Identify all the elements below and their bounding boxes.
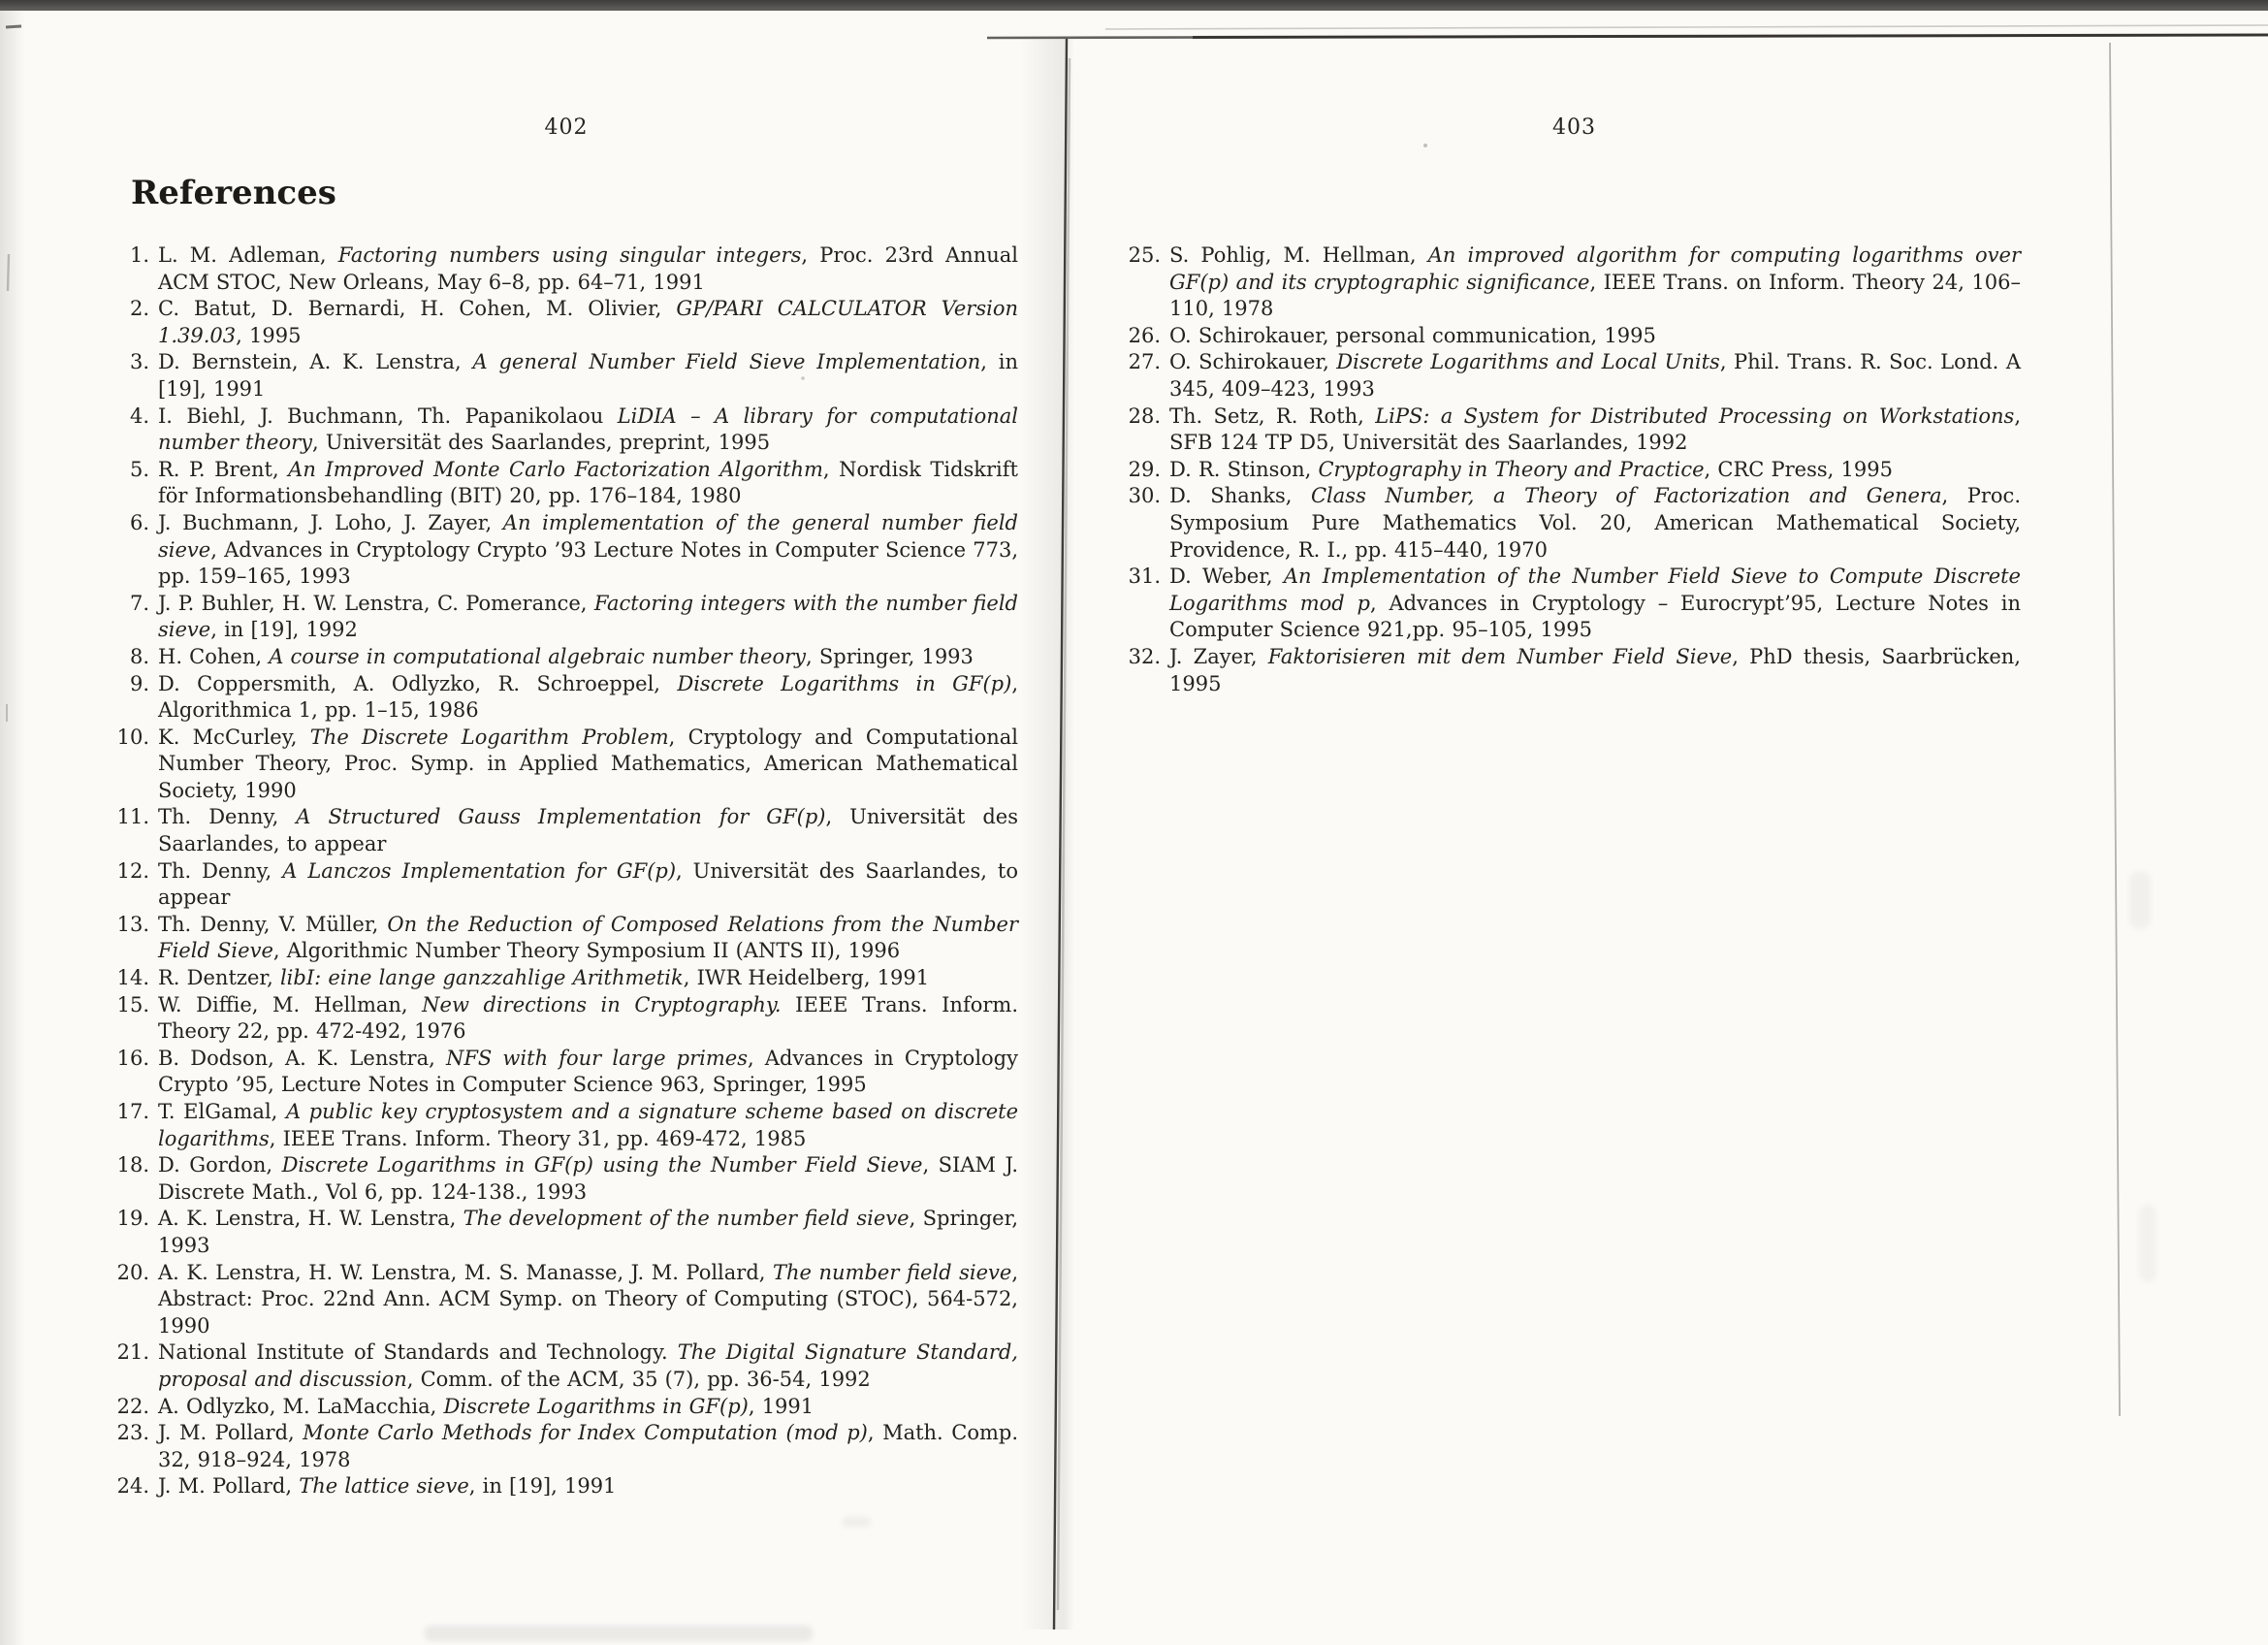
edge-smudge: [842, 1517, 871, 1527]
page-gutter-shade: [1020, 39, 1074, 1629]
reference-number: 4.: [129, 403, 149, 428]
reference-segment: Th. Denny,: [158, 805, 297, 829]
reference-segment: New directions in Cryptography.: [422, 992, 782, 1016]
reference-text: [158, 591, 1018, 644]
reference-number: 14.: [116, 966, 149, 990]
reference-item: [114, 1420, 1018, 1473]
reference-item: [114, 1206, 1018, 1259]
reference-segment: Faktorisieren mit dem Number Field Sieve: [1267, 644, 1733, 668]
reference-segment: An improved algorithm for computing logarithms over GF(p) and its cryptographic significance: [1169, 243, 2021, 294]
reference-number: 2.: [129, 297, 149, 321]
reference-number: 27.: [1128, 350, 1161, 374]
reference-number: 19.: [116, 1207, 149, 1231]
reference-number: 32.: [1128, 644, 1161, 668]
reference-segment: J. P. Buhler, H. W. Lenstra, C. Pomerance,: [158, 591, 594, 615]
reference-segment: J. Buchmann, J. Loho, J. Zayer,: [158, 510, 503, 534]
reference-list-right: [1128, 242, 2021, 697]
reference-text: [158, 1046, 1018, 1099]
reference-segment: , CRC Press, 1995: [1704, 457, 1893, 481]
reference-text: [158, 912, 1018, 965]
reference-segment: W. Diffie, M. Hellman,: [158, 992, 423, 1016]
reference-item: [114, 349, 1018, 403]
reference-segment: Factoring integers with the number field sieve: [158, 591, 1018, 642]
reference-number: 24.: [116, 1474, 149, 1499]
reference-segment: D. Bernstein, A. K. Lenstra,: [158, 350, 473, 374]
reference-text: [158, 804, 1018, 857]
reference-item: [114, 1260, 1018, 1340]
reference-segment: , Universität des Saarlandes, to appear: [158, 805, 1018, 856]
reference-segment: D. Gordon,: [158, 1153, 282, 1177]
reference-segment: Cryptography in Theory and Practice: [1318, 457, 1705, 481]
reference-segment: O. Schirokauer, personal communication, 1995: [1169, 323, 1656, 347]
reference-item: [114, 644, 1018, 671]
reference-segment: , Abstract: Proc. 22nd Ann. ACM Symp. on Theory of Computing (STOC), 564-572, 1990: [158, 1260, 1019, 1338]
reference-number: 13.: [116, 912, 149, 936]
reference-text: [158, 349, 1018, 403]
reference-segment: B. Dodson, A. K. Lenstra,: [158, 1046, 446, 1070]
ghost-text-smudge: [425, 1626, 813, 1641]
reference-segment: S. Pohlig, M. Hellman,: [1169, 243, 1428, 267]
reference-segment: , Advances in Cryptology – Eurocrypt’95, Lecture Notes in Computer Science 921,pp. 95–105, 1995: [1169, 591, 2021, 642]
reference-text: [1169, 564, 2021, 644]
reference-segment: R. Dentzer,: [158, 966, 280, 990]
reference-item: [114, 1099, 1018, 1152]
reference-text: [158, 510, 1018, 591]
reference-item: [114, 804, 1018, 857]
reference-segment: The Digital Signature Standard, proposal and discussion: [158, 1340, 1018, 1391]
reference-segment: IEEE Trans. Inform. Theory 22, pp. 472-492, 1976: [158, 992, 1018, 1044]
reference-item: [114, 1339, 1018, 1393]
reference-number: 15.: [116, 992, 149, 1016]
reference-number: 29.: [1128, 457, 1161, 481]
reference-segment: On the Reduction of Composed Relations from the Number Field Sieve: [158, 912, 1018, 963]
reference-item: [1128, 564, 2021, 644]
page-number-left: 402: [544, 115, 589, 140]
reference-segment: , SFB 124 TP D5, Universität des Saarlandes, 1992: [1169, 403, 2022, 455]
reference-segment: D. Shanks,: [1169, 484, 1311, 508]
reference-segment: J. M. Pollard,: [158, 1474, 300, 1499]
reference-item: [114, 242, 1018, 296]
reference-text: [158, 858, 1018, 912]
reference-segment: J. M. Pollard,: [158, 1421, 303, 1445]
reference-segment: A. K. Lenstra, H. W. Lenstra,: [158, 1207, 463, 1231]
reference-number: 30.: [1128, 484, 1161, 508]
reference-segment: , Math. Comp. 32, 918–924, 1978: [158, 1421, 1018, 1471]
reference-text: [158, 1420, 1018, 1473]
reference-number: 6.: [129, 510, 149, 534]
reference-segment: , Springer, 1993: [806, 644, 974, 668]
reference-text: [158, 1206, 1018, 1259]
reference-segment: D. Coppersmith, A. Odlyzko, R. Schroeppel,: [158, 671, 678, 695]
scanner-edge-band: [0, 0, 2268, 11]
reference-text: [158, 1473, 1018, 1500]
reference-segment: J. Zayer,: [1169, 644, 1268, 668]
reference-segment: A Lanczos Implementation for GF(p): [282, 858, 677, 883]
reference-item: [114, 510, 1018, 591]
reference-segment: , PhD thesis, Saarbrücken, 1995: [1169, 644, 2021, 695]
reference-segment: C. Batut, D. Bernardi, H. Cohen, M. Olivier,: [158, 297, 677, 321]
reference-item: [1128, 403, 2021, 457]
reference-segment: T. ElGamal,: [158, 1100, 286, 1123]
references-heading: References: [131, 174, 336, 212]
reference-segment: Discrete Logarithms in GF(p): [677, 671, 1012, 695]
reference-text: [158, 1339, 1018, 1393]
page-left: [114, 114, 1018, 1500]
reference-segment: , Universität des Saarlandes, preprint, 1995: [311, 431, 771, 455]
reference-segment: LiPS: a System for Distributed Processing on Workstations: [1375, 403, 2015, 428]
reference-segment: , Advances in Cryptology Crypto ’95, Lecture Notes in Computer Science 963, Springer, 1995: [158, 1046, 1018, 1097]
reference-segment: , Proc. 23rd Annual ACM STOC, New Orleans, May 6–8, pp. 64–71, 1991: [158, 243, 1018, 294]
reference-segment: , Nordisk Tidskrift för Informationsbehandling (BIT) 20, pp. 176–184, 1980: [158, 457, 1018, 508]
reference-segment: , Algorithmic Number Theory Symposium II (ANTS II), 1996: [272, 939, 901, 963]
reference-segment: , 1991: [748, 1394, 815, 1418]
reference-item: [114, 912, 1018, 965]
reference-segment: Th. Denny,: [158, 858, 283, 883]
reference-segment: National Institute of Standards and Technology.: [158, 1340, 678, 1365]
reference-text: [158, 242, 1018, 296]
reference-number: 16.: [116, 1046, 149, 1070]
reference-text: [1169, 323, 2021, 350]
reference-segment: , IEEE Trans. on Inform. Theory 24, 106–110, 1978: [1169, 270, 2021, 321]
reference-number: 12.: [116, 858, 149, 883]
reference-segment: R. P. Brent,: [158, 457, 289, 481]
reference-number: 10.: [116, 725, 149, 749]
reference-text: [158, 1394, 1018, 1421]
reference-number: 18.: [116, 1153, 149, 1177]
reference-text: [1169, 644, 2021, 697]
page-right: [1128, 114, 2021, 697]
reference-segment: Monte Carlo Methods for Index Computation (mod p): [303, 1421, 868, 1445]
reference-segment: , IEEE Trans. Inform. Theory 31, pp. 469-472, 1985: [269, 1126, 807, 1150]
edge-smudge: [2129, 871, 2151, 929]
reference-segment: Factoring numbers using singular integers: [337, 243, 802, 267]
reference-segment: D. R. Stinson,: [1169, 457, 1319, 481]
reference-item: [114, 1152, 1018, 1206]
reference-number: 9.: [129, 671, 149, 695]
reference-segment: A general Number Field Sieve Implementation: [472, 350, 981, 374]
reference-number: 17.: [116, 1100, 149, 1123]
reference-item: [1128, 457, 2021, 484]
reference-segment: , in [19], 1992: [210, 618, 358, 642]
reference-item: [114, 725, 1018, 805]
reference-segment: The number field sieve: [773, 1260, 1012, 1284]
reference-item: [1128, 349, 2021, 403]
reference-text: [1169, 483, 2021, 564]
reference-text: [158, 671, 1018, 725]
reference-text: [1169, 403, 2021, 457]
reference-item: [1128, 483, 2021, 564]
reference-segment: , Algorithmica 1, pp. 1–15, 1986: [158, 671, 1019, 723]
reference-number: 11.: [116, 805, 149, 829]
reference-item: [1128, 242, 2021, 323]
reference-item: [114, 965, 1018, 992]
reference-segment: Discrete Logarithms in GF(p) using the Number Field Sieve: [281, 1153, 923, 1177]
reference-text: [1169, 349, 2021, 403]
reference-segment: , in [19], 1991: [468, 1474, 617, 1499]
reference-number: 26.: [1128, 323, 1161, 347]
reference-item: [114, 403, 1018, 457]
reference-item: [1128, 323, 2021, 350]
reference-number: 1.: [129, 243, 149, 267]
reference-number: 22.: [116, 1394, 149, 1418]
reference-segment: The development of the number field sieve: [463, 1207, 910, 1231]
reference-segment: An implementation of the general number field sieve: [158, 510, 1018, 562]
left-edge-shade: [0, 11, 25, 1645]
reference-item: [114, 591, 1018, 644]
reference-segment: , Universität des Saarlandes, to appear: [158, 858, 1018, 910]
reference-segment: NFS with four large primes: [445, 1046, 748, 1070]
reference-segment: L. M. Adleman,: [158, 243, 338, 267]
reference-number: 7.: [129, 591, 149, 615]
reference-segment: A. K. Lenstra, H. W. Lenstra, M. S. Manasse, J. M. Pollard,: [158, 1260, 774, 1284]
reference-number: 8.: [129, 644, 149, 668]
reference-segment: A. Odlyzko, M. LaMacchia,: [158, 1394, 444, 1418]
reference-segment: , Comm. of the ACM, 35 (7), pp. 36-54, 1992: [406, 1367, 871, 1391]
reference-text: [158, 403, 1018, 457]
reference-text: [158, 965, 1018, 992]
reference-segment: GP/PARI CALCULATOR Version 1.39.03: [158, 297, 1018, 347]
reference-segment: , Proc. Symposium Pure Mathematics Vol. 20, American Mathematical Society, Providence, R. I., pp. 415–440, 1970: [1169, 484, 2021, 562]
reference-segment: Class Number, a Theory of Factorization and Genera: [1310, 484, 1942, 508]
reference-item: [114, 296, 1018, 349]
reference-text: [158, 725, 1018, 805]
reference-item: [114, 457, 1018, 510]
reference-text: [158, 644, 1018, 671]
reference-text: [158, 992, 1018, 1046]
reference-item: [114, 992, 1018, 1046]
reference-text: [158, 1152, 1018, 1206]
reference-list-left: [114, 242, 1018, 1500]
reference-item: [114, 1394, 1018, 1421]
reference-segment: A Structured Gauss Implementation for GF(p): [296, 805, 826, 829]
reference-number: 28.: [1128, 403, 1161, 428]
reference-segment: Th. Denny, V. Müller,: [158, 912, 388, 936]
reference-number: 20.: [116, 1260, 149, 1284]
reference-item: [114, 671, 1018, 725]
reference-number: 5.: [129, 457, 149, 481]
reference-text: [1169, 242, 2021, 323]
reference-segment: I. Biehl, J. Buchmann, Th. Papanikolaou: [158, 403, 618, 428]
reference-segment: , Cryptology and Computational Number Theory, Proc. Symp. in Applied Mathematics, American Mathematical Society, 1990: [158, 725, 1018, 802]
reference-segment: , Phil. Trans. R. Soc. Lond. A 345, 409–423, 1993: [1169, 350, 2021, 401]
reference-item: [114, 1473, 1018, 1500]
reference-segment: , 1995: [236, 323, 302, 347]
reference-segment: , Advances in Cryptology Crypto ’93 Lecture Notes in Computer Science 773, pp. 159–165, 1993: [158, 537, 1018, 589]
reference-segment: , in [19], 1991: [158, 350, 1018, 401]
reference-item: [114, 858, 1018, 912]
reference-text: [1169, 457, 2021, 484]
page-number-right: 403: [1552, 115, 1596, 140]
reference-segment: An Implementation of the Number Field Sieve to Compute Discrete Logarithms mod p: [1169, 564, 2021, 615]
reference-segment: The lattice sieve: [299, 1474, 469, 1499]
reference-item: [1128, 644, 2021, 697]
reference-segment: Discrete Logarithms in GF(p): [443, 1394, 749, 1418]
reference-text: [158, 1260, 1018, 1340]
reference-number: 3.: [129, 350, 149, 374]
reference-text: [158, 457, 1018, 510]
reference-segment: libI: eine lange ganzzahlige Arithmetik: [279, 966, 684, 990]
reference-segment: Th. Setz, R. Roth,: [1169, 403, 1376, 428]
reference-segment: Discrete Logarithms and Local Units: [1336, 350, 1720, 374]
reference-number: 23.: [116, 1421, 149, 1445]
reference-number: 31.: [1128, 564, 1161, 589]
reference-segment: The Discrete Logarithm Problem: [309, 725, 669, 749]
reference-segment: An Improved Monte Carlo Factorization Algorithm: [288, 457, 823, 481]
reference-text: [158, 1099, 1018, 1152]
reference-item: [114, 1046, 1018, 1099]
reference-segment: LiDIA – A library for computational number theory: [158, 403, 1018, 455]
reference-segment: A course in computational algebraic number theory: [269, 644, 807, 668]
reference-number: 21.: [116, 1340, 149, 1365]
reference-segment: K. McCurley,: [158, 725, 310, 749]
reference-segment: D. Weber,: [1169, 564, 1284, 589]
reference-segment: , Springer, 1993: [158, 1207, 1019, 1257]
edge-smudge: [2139, 1205, 2156, 1282]
reference-segment: H. Cohen,: [158, 644, 270, 668]
reference-text: [158, 296, 1018, 349]
reference-number: 25.: [1128, 243, 1161, 267]
reference-segment: , IWR Heidelberg, 1991: [683, 966, 930, 990]
reference-segment: O. Schirokauer,: [1169, 350, 1337, 374]
reference-segment: , SIAM J. Discrete Math., Vol 6, pp. 124-138., 1993: [158, 1153, 1019, 1204]
reference-segment: A public key cryptosystem and a signature scheme based on discrete logarithms: [158, 1100, 1018, 1150]
